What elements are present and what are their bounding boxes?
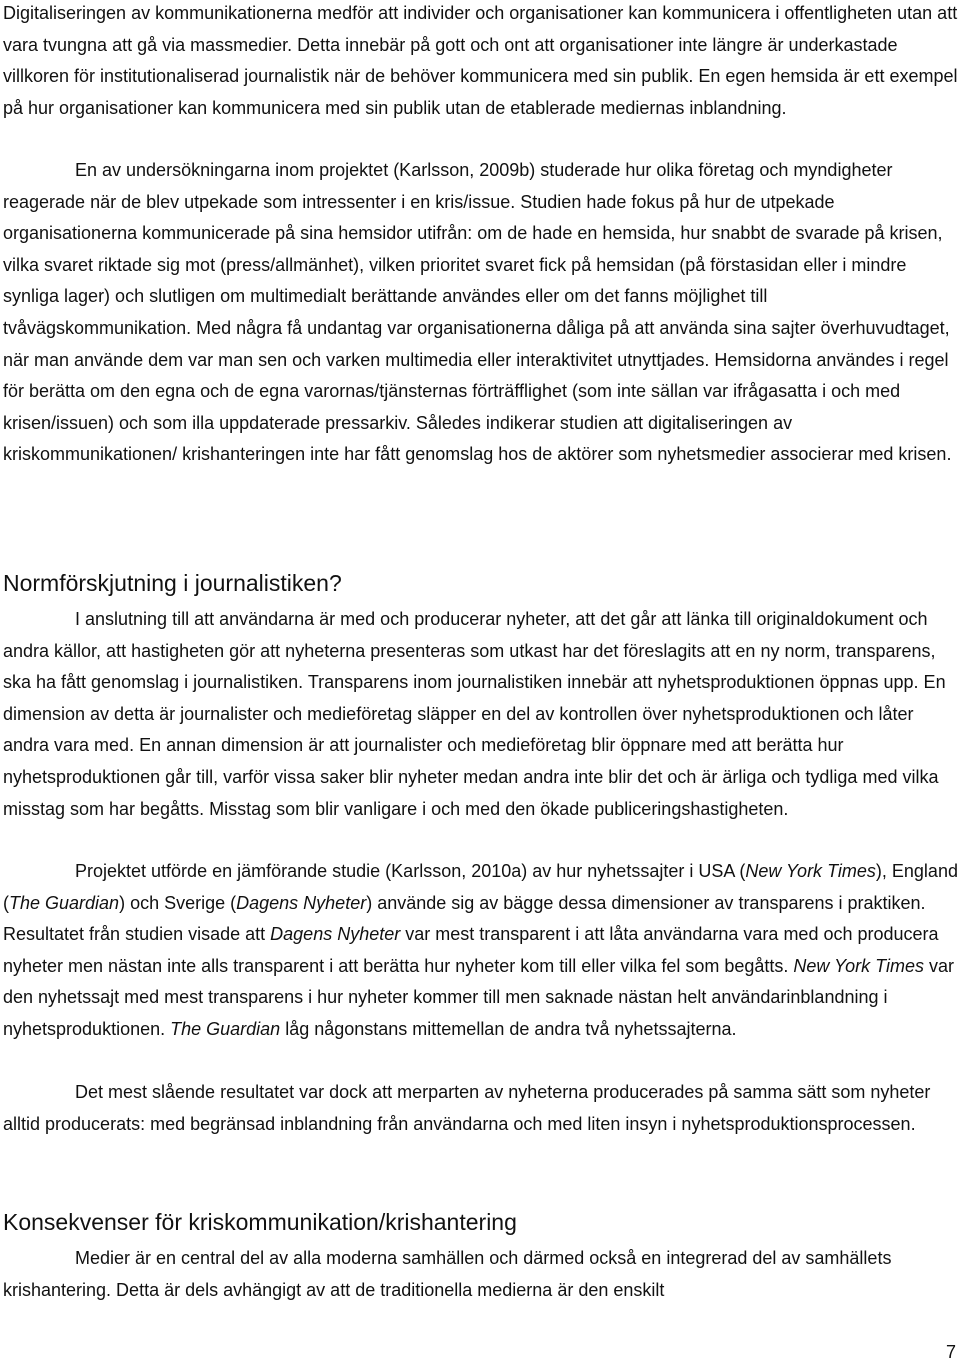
paragraph-text: ) och Sverige ( xyxy=(119,892,237,913)
paragraph-text: låg någonstans mittemellan de andra två nyhetssajterna. xyxy=(280,1018,737,1039)
body-paragraph xyxy=(3,1077,958,1140)
publication-name: The Guardian xyxy=(170,1018,281,1039)
paragraph-text: var mest transparent i att låta användarna vara med och producera nyheter men nästan inte alls transparent i att berätta hur nyheter kom till eller vilka fel som begåtts. xyxy=(3,924,939,976)
body-paragraph xyxy=(3,604,958,825)
publication-name: New York Times xyxy=(745,861,876,881)
paragraph-text: ), England ( xyxy=(3,861,958,913)
body-paragraph xyxy=(3,0,958,124)
body-paragraph xyxy=(3,155,958,471)
paragraph-text: Projektet utförde en jämförande studie (Karlsson, 2010a) av hur nyhetssajter i USA ( xyxy=(75,861,746,881)
paragraph-text: En av undersökningarna inom projektet (Karlsson, 2009b) studerade hur olika företag och myndigheter reagerade när de blev utpekade som intressenter i en kris/issue. Studien hade fokus på hur de utpekade organisationerna kommunicerade på sina hemsidor utifrån: om de hade en hemsida, hur snabbt de svarade på krisen, vilka svaret riktade sig mot (press/allmänhet), vilken prioritet svaret fick på hemsidan (på förstasidan eller i mindre synliga lager) och slutligen om multimedialt berättande användes eller om det fanns möjlighet till tvåvägskommunikation. Med några få undantag var organisationerna dåliga på att använda sina sajter överhuvudtaget, när man använde dem var man sen och varken multimedia eller interaktivitet utnyttjades. Hemsidorna användes i regel för berätta om den egna och de egna varornas/tjänsternas förträfflighet (som inte sällan var ifrågasatta i och med krisen/issuen) och som illa uppdaterade pressarkiv. Således indikerar studien att digitaliseringen av kriskommunikationen/ krishanteringen inte har fått genomslag hos de aktörer som nyhetsmedier associerar med krisen. xyxy=(3,160,952,465)
publication-name: Dagens Nyheter xyxy=(270,924,401,945)
body-paragraph xyxy=(3,856,958,1046)
publication-name: The Guardian xyxy=(9,892,120,913)
publication-name: New York Times xyxy=(793,955,924,976)
paragraph-text: var den nyhetssajt med mest transparens i hur nyheter kommer till men saknade nästan helt användarinblandning i nyhetsproduktionen. xyxy=(3,955,954,1039)
publication-name: Dagens Nyheter xyxy=(236,892,367,913)
paragraph-text: Digitaliseringen av kommunikationerna medför att individer och organisationer kan kommunicera i offentligheten utan att vara tvungna att gå via massmedier. Detta innebär på gott och ont att organisationer inte längre är underkastade villkoren för institutionaliserad journalistik när de behöver kommunicera med sin publik. En egen hemsida är ett exempel på hur organisationer kan kommunicera med sin publik utan de etablerade mediernas inblandning. xyxy=(3,3,958,118)
paragraph-text: I anslutning till att användarna är med och producerar nyheter, att det går att länka till originaldokument och andra källor, att hastigheten gör att nyheterna presenteras som utkast har det föreslagits att en ny norm, transparens, ska ha fått genomslag i journalistiken. Transparens inom journalistiken innebär att nyhetsproduktionen öppnas upp. En dimension av detta är journalister och medieföretag släpper en del av kontrollen över nyhetsproduktionen och låter andra vara med. En annan dimension är att journalister och medieföretag blir öppnare med att berätta hur nyhetsproduktionen går till, varför vissa saker blir nyheter medan andra inte blir det och är ärliga och tydliga med vilka misstag som har begåtts. Misstag som blir vanligare i och med den ökade publiceringshastigheten. xyxy=(3,609,946,819)
page-number: 7 xyxy=(945,1342,956,1362)
paragraph-text: Det mest slående resultatet var dock att merparten av nyheterna producerades på samma sätt som nyheter alltid producerats: med begränsad inblandning från användarna och med liten insyn i nyhetsproduktionsprocessen. xyxy=(3,1082,931,1134)
paragraph-text: Medier är en central del av alla moderna samhällen och därmed också en integrerad del av samhällets krishantering. Detta är dels avhängigt av att de traditionella medierna är den enskilt xyxy=(3,1248,892,1300)
body-paragraph xyxy=(3,1243,958,1306)
paragraph-text: ) använde sig av bägge dessa dimensioner av transparens i praktiken. Resultatet från studien visade att xyxy=(3,892,926,945)
section-heading: Konsekvenser för kriskommunikation/krishantering xyxy=(3,1209,517,1235)
section-heading: Normförskjutning i journalistiken? xyxy=(3,570,342,596)
